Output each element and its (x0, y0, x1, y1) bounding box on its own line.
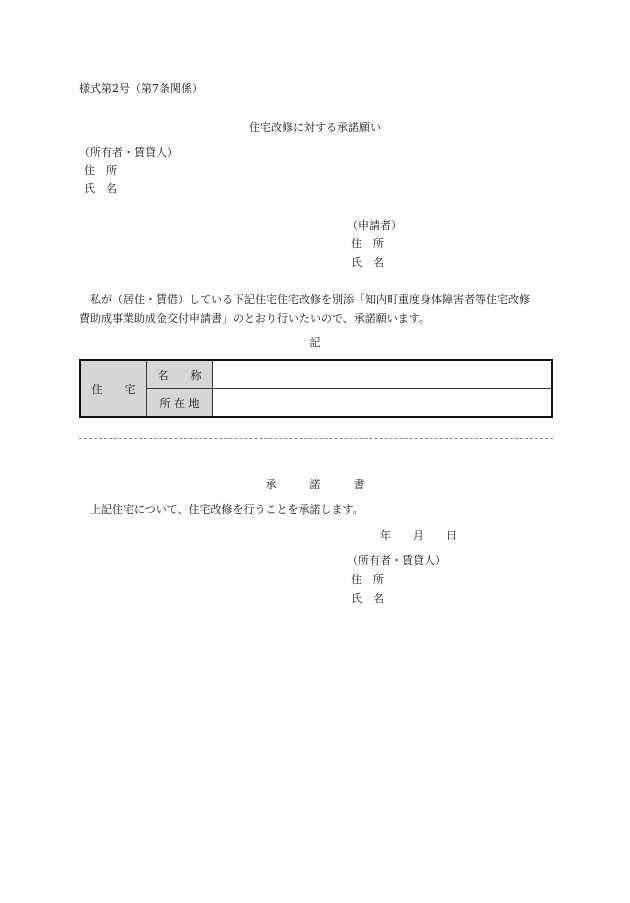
owner-address-label: 住 所 (84, 164, 117, 177)
consent-statement: 上記住宅について、住宅改修を行うことを承諾します。 (90, 503, 364, 516)
table-row (80, 360, 552, 389)
owner-heading: （所有者・賃貸人） (79, 146, 178, 159)
housing-group-label: 住 宅 (80, 360, 147, 417)
owner-name-label: 氏 名 (84, 182, 117, 195)
consent-title: 承 諾 書 (265, 478, 365, 491)
location-label-cell: 所 在 地 (147, 389, 213, 418)
request-title: 住宅改修に対する承諾願い (249, 121, 381, 134)
consent-date-line: 年 月 日 (380, 529, 457, 542)
table-row (80, 389, 552, 418)
ki-heading: 記 (309, 336, 321, 349)
consent-address-label: 住 所 (351, 573, 384, 586)
applicant-address-label: 住 所 (351, 237, 384, 250)
request-body-line1: 私が（居住・賃借）している下記住宅住宅改修を別添「知内町重度身体障害者等住宅改修 (90, 293, 530, 306)
applicant-name-label: 氏 名 (351, 256, 384, 269)
consent-name-label: 氏 名 (351, 592, 384, 605)
applicant-heading: （申請者） (347, 219, 402, 232)
location-value-cell[interactable] (213, 389, 553, 418)
form-number: 様式第2号（第7条関係） (79, 82, 203, 95)
name-label-cell: 名 称 (147, 360, 213, 389)
request-body-line2: 費助成事業助成金交付申請書」のとおり行いたいので、承諾願います。 (79, 312, 430, 325)
name-value-cell[interactable] (213, 360, 553, 389)
consent-owner-heading: （所有者・賃貸人） (347, 554, 446, 567)
housing-table (79, 359, 553, 418)
cut-line-divider (79, 438, 553, 439)
